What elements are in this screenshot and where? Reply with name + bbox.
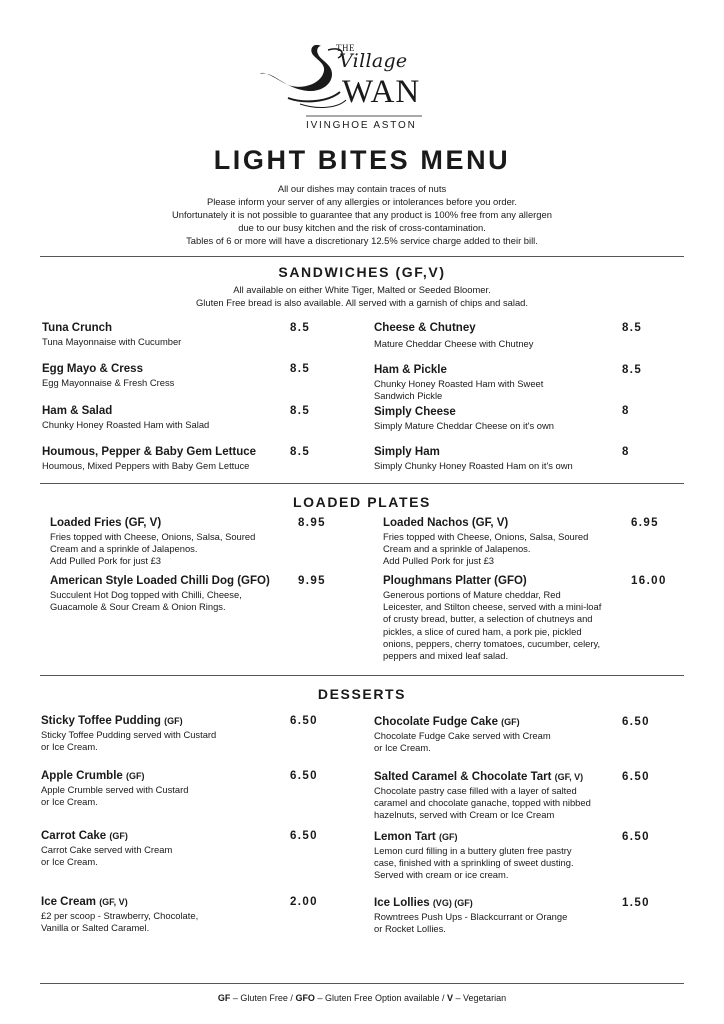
item-desc: [374, 845, 574, 882]
menu-item: [42, 404, 209, 431]
desc-line: £2 per scoop - Strawberry, Chocolate,: [41, 910, 199, 921]
item-desc: [383, 531, 588, 568]
item-desc: [41, 729, 216, 753]
intro-line: All our dishes may contain traces of nuts: [277, 183, 447, 194]
item-desc: [374, 730, 551, 754]
desc-line: hazelnuts, served with Cream or Ice Cream: [374, 809, 555, 821]
desc-line: Fries topped with Cheese, Onions, Salsa, Soured: [383, 531, 589, 542]
item-price: 8.5: [622, 364, 643, 376]
item-price: 6.50: [290, 770, 318, 782]
key-v: V: [447, 993, 454, 1003]
item-desc: Simply Chunky Honey Roasted Ham on it's own: [374, 460, 573, 471]
item-desc: Sandwich Pickle: [374, 390, 443, 402]
menu-item: [374, 830, 574, 882]
menu-item: [42, 321, 181, 348]
key-gf: GF: [217, 993, 231, 1003]
divider: [40, 983, 684, 984]
intro-notes: [0, 182, 724, 247]
menu-item: [41, 769, 188, 808]
item-price: 8.5: [622, 322, 643, 334]
item-name: Ploughmans Platter (GFO): [383, 575, 527, 587]
item-name: Egg Mayo & Cress: [42, 363, 143, 375]
menu-item: [42, 445, 256, 472]
desc-line: Apple Crumble served with Custard: [41, 784, 189, 795]
desc-line: Succulent Hot Dog topped with Chilli, Cheese,: [50, 589, 242, 600]
menu-item: [374, 445, 573, 472]
item-name: Simply Cheese: [374, 406, 456, 418]
desc-line: Chocolate Fudge Cake served with Cream: [374, 730, 551, 741]
diet-tag: (GF, V): [99, 897, 128, 907]
intro-line: Please inform your server of any allergies or intolerances before you order.: [206, 196, 518, 207]
item-desc: Mature Cheddar Cheese with Chutney: [374, 338, 534, 349]
item-name: Tuna Crunch: [42, 322, 113, 334]
item-price: 6.50: [290, 830, 318, 842]
diet-tag: (GF): [164, 716, 183, 726]
desc-line: Chocolate pastry case filled with a layer of salted: [374, 785, 577, 796]
item-title: Chocolate Fudge Cake: [374, 716, 498, 728]
item-price: 8.5: [290, 322, 311, 334]
item-name: [41, 769, 188, 783]
item-name: [374, 830, 574, 844]
key-gfo: GFO: [295, 993, 315, 1003]
diet-tag: (GF): [126, 771, 145, 781]
item-name: [41, 895, 198, 909]
desc-line: Guacamole & Sour Cream & Onion Rings.: [50, 601, 226, 613]
item-desc: Tuna Mayonnaise with Cucumber: [42, 336, 182, 347]
menu-item: [374, 405, 554, 432]
desc-line: or Ice Cream.: [41, 856, 98, 868]
key-gfo-text: – Gluten Free Option available /: [314, 993, 448, 1003]
menu-item: [41, 895, 198, 934]
desc-line: or Rocket Lollies.: [374, 923, 446, 935]
desc-line: caramel and chocolate ganache, topped with nibbed: [374, 797, 591, 809]
desserts-heading: DESSERTS: [317, 686, 407, 702]
item-price: 8.95: [298, 517, 326, 529]
diet-tag: (GF): [438, 832, 458, 842]
item-name: Loaded Fries (GF, V): [50, 517, 162, 529]
item-price: 6.50: [290, 715, 318, 727]
item-title: Ice Cream: [41, 896, 96, 908]
desc-line: Lemon curd filling in a buttery gluten free pastry: [374, 845, 572, 856]
item-name: Houmous, Pepper & Baby Gem Lettuce: [42, 446, 257, 458]
item-desc: [50, 531, 255, 568]
desc-line: Rowntrees Push Ups - Blackcurrant or Orange: [374, 911, 568, 922]
desc-line: Leicester, and Stilton cheese, served with a mini-loaf: [383, 601, 602, 613]
item-name: [41, 714, 216, 728]
item-price: 8.5: [290, 446, 311, 458]
item-price: 8.5: [290, 405, 311, 417]
desc-line: Served with cream or ice cream.: [374, 869, 509, 881]
item-desc: Simply Mature Cheddar Cheese on it's own: [374, 420, 555, 431]
menu-item: [374, 896, 567, 935]
item-price: 2.00: [290, 896, 318, 908]
item-desc: [50, 589, 270, 613]
item-name: Ham & Pickle: [374, 364, 447, 376]
item-price: 6.50: [622, 831, 650, 843]
item-desc: [374, 785, 591, 822]
desc-line: Sticky Toffee Pudding served with Custard: [41, 729, 217, 740]
item-desc: [41, 844, 172, 868]
menu-item: [383, 516, 588, 568]
menu-item: [374, 770, 591, 822]
menu-item: [374, 715, 551, 754]
desc-line: onions, peppers, cherry tomatoes, cucumber, celery,: [383, 637, 601, 649]
desc-line: or Ice Cream.: [41, 796, 98, 808]
note-line: Gluten Free bread is also available. All served with a garnish of chips and salad.: [196, 297, 528, 308]
item-price: 1.50: [622, 897, 650, 909]
desc-line: Cream and a sprinkle of Jalapenos.: [383, 543, 531, 555]
desc-line: case, finished with a sprinkling of sweet dusting.: [374, 857, 574, 869]
item-name: Cheese & Chutney: [374, 322, 476, 334]
diet-tag: (GF, V): [554, 772, 584, 782]
item-price: 16.00: [631, 575, 667, 587]
loaded-plates-heading: LOADED PLATES: [293, 494, 431, 510]
item-title: Apple Crumble: [41, 770, 123, 782]
item-desc: Egg Mayonnaise & Fresh Cress: [42, 377, 175, 388]
village-swan-logo: [258, 40, 428, 134]
item-desc: Houmous, Mixed Peppers with Baby Gem Lettuce: [42, 460, 250, 471]
item-title: Carrot Cake: [41, 830, 107, 842]
desc-line: of crusty bread, butter, a selection of chutneys and: [383, 613, 593, 625]
item-price: 8: [622, 446, 630, 458]
desc-line: Add Pulled Pork for just £3: [383, 555, 494, 567]
item-price: 6.50: [622, 771, 650, 783]
desc-line: Generous portions of Mature cheddar, Red: [383, 589, 561, 600]
item-desc: [41, 784, 188, 808]
note-line: All available on either White Tiger, Malted or Seeded Bloomer.: [233, 284, 491, 295]
sandwiches-heading: SANDWICHES (GF,V): [278, 264, 446, 280]
key-v-text: – Vegetarian: [453, 993, 507, 1003]
menu-item: [374, 321, 533, 350]
desc-line: Vanilla or Salted Caramel.: [41, 922, 150, 934]
desc-line: or Ice Cream.: [41, 741, 98, 753]
item-title: Salted Caramel & Chocolate Tart: [374, 771, 552, 783]
desc-line: Add Pulled Pork for just £3: [50, 555, 161, 567]
item-name: Loaded Nachos (GF, V): [383, 517, 509, 529]
key-gf-text: – Gluten Free /: [230, 993, 296, 1003]
item-desc: Chunky Honey Roasted Ham with Salad: [42, 419, 210, 430]
menu-item: [42, 362, 174, 389]
desc-line: Fries topped with Cheese, Onions, Salsa, Soured: [50, 531, 256, 542]
item-desc: Chunky Honey Roasted Ham with Sweet: [374, 378, 544, 389]
item-desc: [383, 589, 601, 662]
item-price: 8.5: [290, 363, 311, 375]
item-name: American Style Loaded Chilli Dog (GFO): [50, 575, 270, 587]
item-price: 8: [622, 405, 630, 417]
item-title: Sticky Toffee Pudding: [41, 715, 161, 727]
desc-line: peppers and mixed leaf salad.: [383, 650, 509, 662]
diet-tag: (VG) (GF): [432, 898, 473, 908]
menu-item: [50, 574, 270, 613]
intro-line: Unfortunately it is not possible to guarantee that any product is 100% free from any allergen: [172, 209, 552, 220]
logo-wan: WAN: [342, 74, 421, 110]
page-title: LIGHT BITES MENU: [213, 145, 511, 175]
desc-line: Cream and a sprinkle of Jalapenos.: [50, 543, 198, 555]
menu-item: [41, 714, 216, 753]
intro-line: Tables of 6 or more will have a discretionary 12.5% service charge added to their bill.: [186, 235, 538, 246]
logo-the: THE: [336, 43, 355, 53]
diet-tag: (GF): [109, 831, 128, 841]
logo-location: IVINGHOE ASTON: [306, 120, 417, 131]
menu-item: [41, 829, 172, 868]
menu-item: [50, 516, 255, 568]
divider: [40, 675, 684, 676]
item-name: Simply Ham: [374, 446, 440, 458]
item-name: Ham & Salad: [42, 405, 113, 417]
item-price: 6.50: [622, 716, 650, 728]
item-desc: [374, 911, 567, 935]
item-name: [374, 896, 567, 910]
item-name: [374, 715, 551, 729]
menu-item: [374, 363, 543, 402]
item-price: 6.95: [631, 517, 659, 529]
item-price: 9.95: [298, 575, 326, 587]
diet-key-footer: [0, 993, 724, 1003]
menu-item: [383, 574, 601, 662]
divider: [40, 256, 684, 257]
diet-tag: (GF): [501, 717, 520, 727]
desc-line: pickles, a slice of cured ham, a pork pie, pickled: [383, 625, 582, 637]
item-name: [41, 829, 172, 843]
sandwiches-notes: [0, 283, 724, 309]
desc-line: or Ice Cream.: [374, 742, 431, 754]
logo-village: Village: [339, 50, 408, 72]
item-title: Ice Lollies: [374, 897, 430, 909]
item-name: [374, 770, 591, 784]
desc-line: Carrot Cake served with Cream: [41, 844, 173, 855]
divider: [40, 483, 684, 484]
intro-line: due to our busy kitchen and the risk of cross-contamination.: [238, 222, 486, 233]
item-desc: [41, 910, 198, 934]
item-title: Lemon Tart: [374, 831, 436, 843]
